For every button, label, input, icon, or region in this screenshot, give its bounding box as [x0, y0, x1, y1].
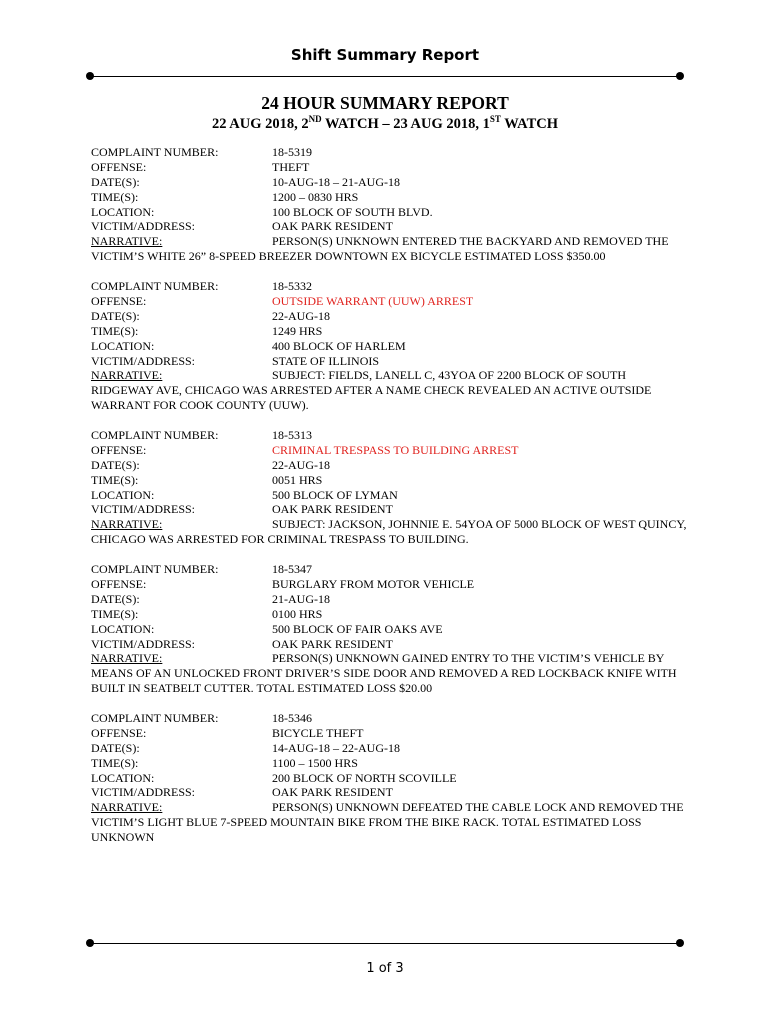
- narrative: [91, 517, 691, 547]
- times-value: 0100 HRS: [272, 606, 323, 621]
- complaint-number: 18-5346: [272, 711, 312, 725]
- times-value: 0051 HRS: [272, 472, 323, 487]
- location-label: LOCATION:: [91, 621, 155, 636]
- incident-entry: [91, 428, 691, 547]
- complaint-label: COMPLAINT NUMBER:: [91, 711, 219, 725]
- incident-entry: [91, 711, 691, 845]
- victim-value: OAK PARK RESIDENT: [272, 636, 393, 651]
- dates-label: DATE(S):: [91, 740, 140, 755]
- narrative: [91, 651, 691, 696]
- offense-label: OFFENSE:: [91, 442, 147, 457]
- narrative-label: NARRATIVE:: [91, 651, 163, 666]
- dates-label: DATE(S):: [91, 174, 140, 189]
- dates-label: DATE(S):: [91, 308, 140, 323]
- offense-label: OFFENSE:: [91, 293, 147, 308]
- narrative-label: NARRATIVE:: [91, 800, 163, 815]
- victim-label: VICTIM/ADDRESS:: [91, 785, 196, 800]
- location-value: 200 BLOCK OF NORTH SCOVILLE: [272, 770, 457, 785]
- dates-value: 10-AUG-18 – 21-AUG-18: [272, 174, 400, 189]
- incident-entry: [91, 145, 691, 264]
- narrative-label: NARRATIVE:: [91, 368, 163, 383]
- offense-label: OFFENSE:: [91, 159, 147, 174]
- victim-label: VICTIM/ADDRESS:: [91, 353, 196, 368]
- report-subtitle: 22 AUG 2018, 2ND WATCH – 23 AUG 2018, 1ST WATCH: [211, 114, 558, 132]
- footer-divider-left-dot: [86, 939, 94, 947]
- narrative-label: NARRATIVE:: [91, 517, 163, 532]
- page-header-title: Shift Summary Report: [290, 46, 480, 64]
- location-label: LOCATION:: [91, 204, 155, 219]
- narrative-text: PERSON(S) UNKNOWN ENTERED THE BACKYARD AND REMOVED THE VICTIM’S WHITE 26” 8-SPEED BREEZER DOWNTOWN EX BICYCLE ESTIMATED LOSS $350.00: [91, 234, 669, 264]
- offense-value: BURGLARY FROM MOTOR VEHICLE: [272, 576, 475, 591]
- location-value: 100 BLOCK OF SOUTH BLVD.: [272, 204, 433, 219]
- header-divider: [90, 76, 680, 77]
- victim-label: VICTIM/ADDRESS:: [91, 636, 196, 651]
- dates-label: DATE(S):: [91, 457, 140, 472]
- narrative: [91, 368, 691, 413]
- narrative-text: PERSON(S) UNKNOWN DEFEATED THE CABLE LOCK AND REMOVED THE VICTIM’S LIGHT BLUE 7-SPEED MOUNTAIN BIKE FROM THE BIKE RACK. TOTAL ESTIMATED LOSS UNKNOWN: [91, 800, 684, 845]
- times-label: TIME(S):: [91, 606, 139, 621]
- victim-label: VICTIM/ADDRESS:: [91, 502, 196, 517]
- offense-label: OFFENSE:: [91, 725, 147, 740]
- incident-list: [91, 145, 691, 860]
- header-divider-left-dot: [86, 72, 94, 80]
- victim-label: VICTIM/ADDRESS:: [91, 219, 196, 234]
- incident-entry: [91, 279, 691, 413]
- complaint-label: COMPLAINT NUMBER:: [91, 562, 219, 577]
- narrative-label: NARRATIVE:: [91, 234, 163, 249]
- narrative: [91, 800, 691, 845]
- complaint-label: COMPLAINT NUMBER:: [91, 428, 219, 442]
- times-label: TIME(S):: [91, 472, 139, 487]
- header-divider-right-dot: [676, 72, 684, 80]
- offense-value: OUTSIDE WARRANT (UUW) ARREST: [272, 293, 474, 308]
- location-label: LOCATION:: [91, 487, 155, 502]
- complaint-label: COMPLAINT NUMBER:: [91, 279, 219, 294]
- times-label: TIME(S):: [91, 189, 139, 204]
- incident-entry: [91, 562, 691, 696]
- victim-value: STATE OF ILLINOIS: [272, 353, 380, 368]
- victim-value: OAK PARK RESIDENT: [272, 502, 393, 517]
- report-title: 24 HOUR SUMMARY REPORT: [261, 93, 509, 113]
- victim-value: OAK PARK RESIDENT: [272, 785, 393, 800]
- times-label: TIME(S):: [91, 755, 139, 770]
- victim-value: OAK PARK RESIDENT: [272, 219, 393, 234]
- narrative-text: SUBJECT: FIELDS, LANELL C, 43YOA OF 2200 BLOCK OF SOUTH RIDGEWAY AVE, CHICAGO WAS ARRESTED AFTER A NAME CHECK REVEALED AN ACTIVE OUTSIDE WARRANT FOR COOK COUNTY (UUW).: [91, 368, 652, 413]
- offense-label: OFFENSE:: [91, 576, 147, 591]
- complaint-number: 18-5347: [272, 562, 312, 577]
- dates-label: DATE(S):: [91, 591, 140, 606]
- location-value: 400 BLOCK OF HARLEM: [272, 338, 406, 353]
- times-value: 1249 HRS: [272, 323, 323, 338]
- footer-divider: [90, 943, 680, 944]
- complaint-number: 18-5332: [272, 279, 312, 294]
- offense-value: CRIMINAL TRESPASS TO BUILDING ARREST: [272, 442, 519, 457]
- complaint-label: COMPLAINT NUMBER:: [91, 145, 219, 159]
- location-label: LOCATION:: [91, 770, 155, 785]
- dates-value: 21-AUG-18: [272, 591, 330, 606]
- dates-value: 22-AUG-18: [272, 308, 330, 323]
- narrative-text: SUBJECT: JACKSON, JOHNNIE E. 54YOA OF 5000 BLOCK OF WEST QUINCY, CHICAGO WAS ARRESTED FOR CRIMINAL TRESPASS TO BUILDING.: [91, 517, 687, 547]
- dates-value: 14-AUG-18 – 22-AUG-18: [272, 740, 400, 755]
- complaint-number: 18-5319: [272, 145, 312, 159]
- narrative-text: PERSON(S) UNKNOWN GAINED ENTRY TO THE VICTIM’S VEHICLE BY MEANS OF AN UNLOCKED FRONT DRIVER’S SIDE DOOR AND REMOVED A RED LOCKBACK KNIFE WITH BUILT IN SEATBELT CUTTER. TOTAL ESTIMATED LOSS $20.00: [91, 651, 677, 696]
- page-number: 1 of 3: [366, 961, 404, 976]
- times-label: TIME(S):: [91, 323, 139, 338]
- dates-value: 22-AUG-18: [272, 457, 330, 472]
- location-label: LOCATION:: [91, 338, 155, 353]
- narrative: [91, 234, 691, 264]
- complaint-number: 18-5313: [272, 428, 312, 442]
- location-value: 500 BLOCK OF FAIR OAKS AVE: [272, 621, 443, 636]
- location-value: 500 BLOCK OF LYMAN: [272, 487, 398, 502]
- offense-value: BICYCLE THEFT: [272, 725, 364, 740]
- times-value: 1200 – 0830 HRS: [272, 189, 359, 204]
- times-value: 1100 – 1500 HRS: [272, 755, 358, 770]
- offense-value: THEFT: [272, 159, 310, 174]
- footer-divider-right-dot: [676, 939, 684, 947]
